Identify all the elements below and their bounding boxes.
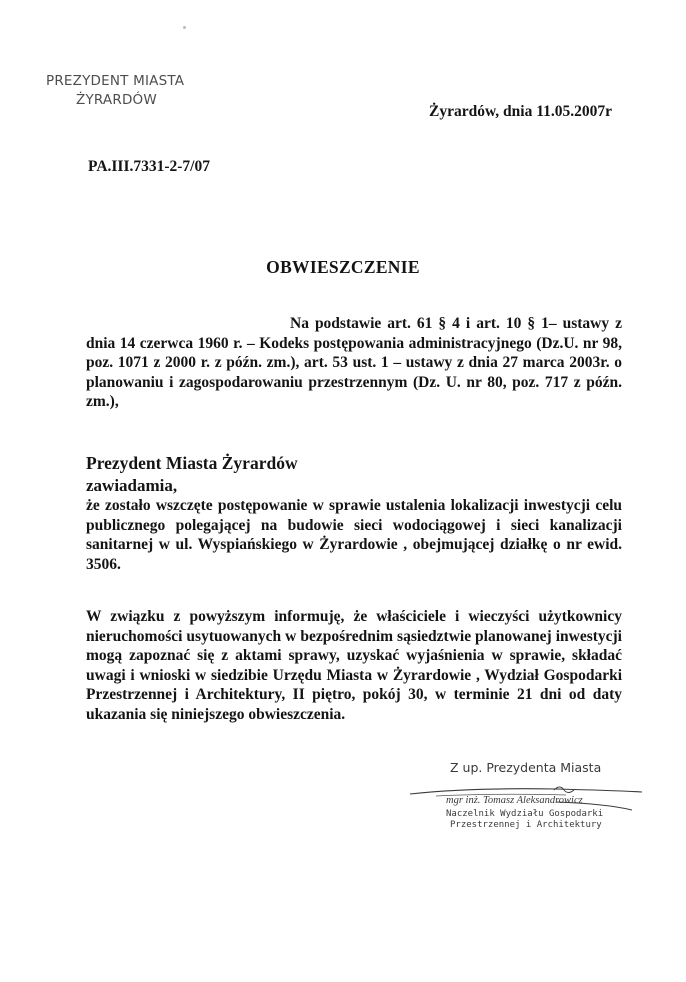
signature-authority: Z up. Prezydenta Miasta <box>450 760 602 775</box>
announcement-paragraph: że zostało wszczęte postępowanie w sprawie ustalenia lokalizacji inwestycji celu publicznego polegającej na budowie sieci wodociągowej i sieci kanalizacji sanitarnej w ul. Wyspiańskiego w Żyrardowie , obejmującej działkę o nr ewid. 3506. <box>86 497 622 573</box>
signatory-name: mgr inż. Tomasz Aleksandrowicz <box>446 795 583 806</box>
information-paragraph: W związku z powyższym informuję, że właściciele i wieczyści użytkownicy nieruchomości usytuowanych w bezpośrednim sąsiedztwie planowanej inwestycji mogą zapoznać się z aktami sprawy, uzyskać wyjaśnienia w sprawie, składać uwagi i wnioski w siedzibie Urzędu Miasta w Żyrardowie , Wydział Gospodarki Przestrzennej i Architektury, II piętro, pokój 30, w terminie 21 dni od daty ukazania się niniejszego obwieszczenia. <box>86 608 622 723</box>
signature-stamp <box>418 760 658 850</box>
legal-basis-paragraph: Na podstawie art. 61 § 4 i art. 10 § 1– ustawy z dnia 14 czerwca 1960 r. – Kodeks postępowania administracyjnego (Dz.U. nr 98, poz. 1071 z 2000 r. z późn. zm.), art. 53 ust. 1 – ustawy z dnia 27 marca 2003r. o planowaniu i zagospodarowaniu przestrzennym (Dz. U. nr 80, poz. 717 z późn. zm.), <box>86 315 622 411</box>
document-title: OBWIESZCZENIE <box>266 257 420 277</box>
case-number: PA.III.7331-2-7/07 <box>88 158 210 175</box>
signatory-position-line-2: Przestrzennej i Architektury <box>450 820 602 830</box>
letterhead-stamp <box>46 72 216 110</box>
issuer-name: Prezydent Miasta Żyrardów <box>86 453 298 473</box>
page-speck <box>183 26 186 29</box>
handwritten-signature <box>406 774 646 814</box>
announces-verb: zawiadamia, <box>86 476 178 495</box>
signatory-position-line-1: Naczelnik Wydziału Gospodarki <box>446 809 604 819</box>
letterhead-line-2: ŻYRARDÓW <box>76 92 157 108</box>
letterhead-line-1: PREZYDENT MIASTA <box>46 73 185 89</box>
date-line: Żyrardów, dnia 11.05.2007r <box>428 103 612 120</box>
signatory-position <box>446 809 603 831</box>
